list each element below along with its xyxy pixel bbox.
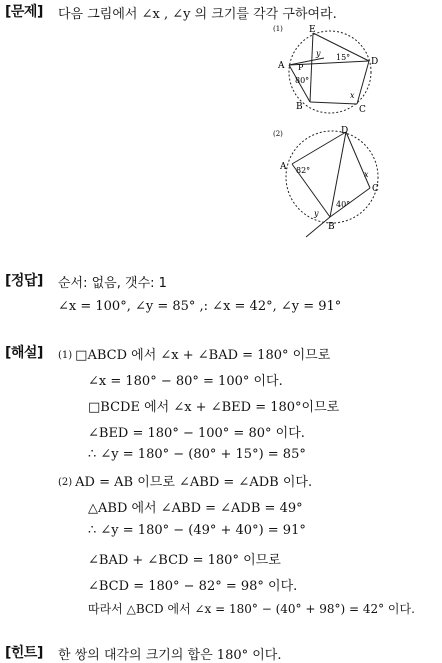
answer-values: ∠x = 100°, ∠y = 85° ,: ∠x = 42°, ∠y = 91° [58, 299, 342, 314]
solution-line-10: ∠BCD = 180° − 82° = 98° 이다. [88, 579, 298, 594]
solution-line-2: ∠x = 180° − 80° = 100° 이다. [88, 374, 283, 389]
figure-1-number: (1) [273, 25, 283, 33]
fig1-point-d: D [371, 57, 379, 67]
fig1-point-c: C [359, 105, 366, 115]
solution-line-1: (1) □ABCD 에서 ∠x + ∠BAD = 180° 이므로 [58, 348, 331, 363]
solution-line-7: △ABD 에서 ∠ABD = ∠ADB = 49° [88, 501, 303, 516]
solution-label: [해설] [5, 345, 43, 361]
solution-line-11: 따라서 △BCD 에서 ∠x = 180° − (40° + 98°) = 42° 이다. [88, 602, 415, 616]
fig1-angle-15: 15° [336, 53, 351, 62]
hint-text: 한 쌍의 대각의 크기의 합은 180° 이다. [58, 648, 282, 663]
fig2-angle-40: 40° [336, 200, 351, 209]
hint-label: [힌트] [5, 645, 43, 661]
fig2-var-y: y [314, 209, 319, 218]
fig2-point-a: A [280, 162, 287, 172]
solution-line-8: ∴ ∠y = 180° − (49° + 40°) = 91° [88, 523, 306, 538]
answer-label: [정답] [5, 273, 43, 289]
answer-order-count: 순서: 없음, 갯수: 1 [58, 276, 167, 291]
fig2-point-c: C [372, 184, 379, 194]
fig1-point-p: P [298, 63, 304, 72]
figure-2-number: (2) [273, 130, 283, 138]
solution-line-5: ∴ ∠y = 180° − (80° + 15°) = 85° [88, 447, 306, 462]
fig1-point-a: A [278, 61, 285, 71]
fig1-point-b: B [296, 102, 303, 112]
fig2-point-d: D [341, 126, 349, 136]
solution-line-4: ∠BED = 180° − 100° = 80° 이다. [88, 426, 305, 441]
solution-line-3: □BCDE 에서 ∠x + ∠BED = 180°이므로 [88, 400, 340, 415]
solution-line-6: (2) AD = AB 이므로 ∠ABD = ∠ADB 이다. [58, 475, 313, 490]
fig1-angle-80: 80° [295, 76, 310, 85]
fig1-point-e: E [309, 25, 316, 35]
fig1-var-y: y [316, 49, 321, 58]
solution-part-2-number: (2) [58, 477, 73, 488]
fig1-var-x: x [350, 91, 355, 100]
solution-line-9: ∠BAD + ∠BCD = 180° 이므로 [88, 553, 281, 568]
solution-part-1-number: (1) [58, 350, 73, 361]
fig2-point-b: B [328, 222, 335, 232]
problem-text: 다음 그림에서 ∠x , ∠y 의 크기를 각각 구하여라. [58, 7, 337, 22]
figure-2 [270, 125, 390, 240]
fig2-var-x: x [364, 170, 369, 179]
problem-label: [문제] [5, 4, 43, 20]
fig2-angle-82: 82° [296, 166, 311, 175]
figure-1 [270, 22, 390, 122]
